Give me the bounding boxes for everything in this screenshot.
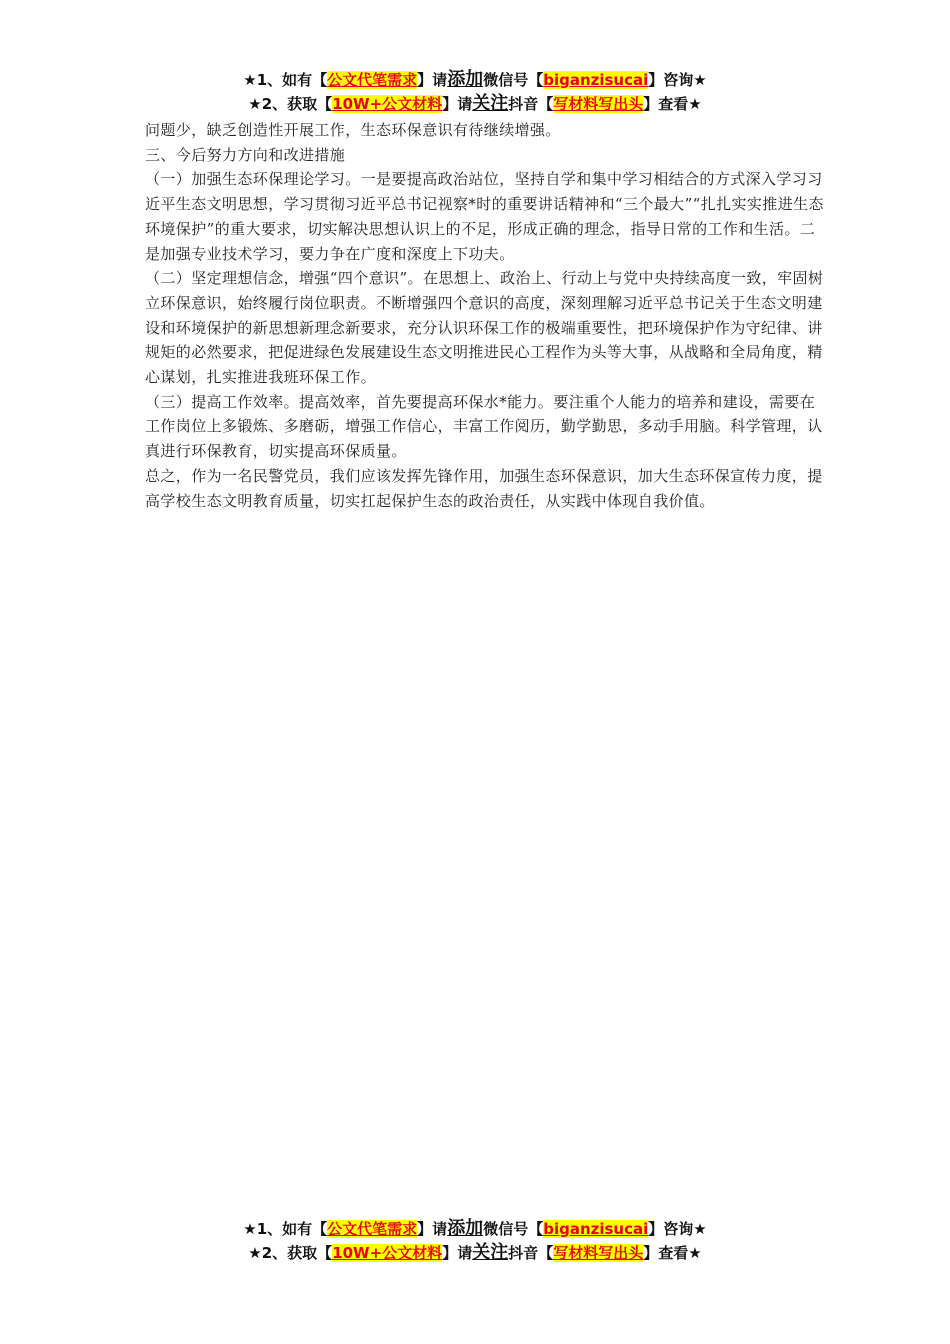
banner-line1-prefix: 1、如有【	[256, 71, 328, 89]
banner-line1-mid1: 】请	[417, 71, 448, 89]
banner-line2-suffix: 】查看★	[643, 95, 702, 113]
banner-line1-mid2: 微信号【	[483, 1220, 544, 1238]
star-icon: ★	[248, 95, 262, 113]
banner-line-2	[0, 1241, 950, 1265]
banner-line1-suffix: 】咨询★	[648, 1220, 707, 1238]
wechat-id: biganzisucai	[543, 1220, 649, 1238]
banner-line-1	[0, 1217, 950, 1241]
banner-line2-emph: 关注	[472, 93, 509, 114]
banner-line1-mid2: 微信号【	[483, 71, 544, 89]
banner-line2-emph: 关注	[472, 1242, 509, 1263]
banner-line1-mid1: 】请	[417, 1220, 448, 1238]
paragraph: 总之，作为一名民警党员，我们应该发挥先锋作用，加强生态环保意识，加大生态环保宣传力度，提高学校生态文明教育质量，切实扛起保护生态的政治责任，从实践中体现自我价值。	[145, 466, 823, 510]
banner-line2-highlight1: 10W+公文材料	[332, 95, 443, 113]
star-icon: ★	[243, 71, 257, 89]
banner-line1-highlight1: 公文代笔需求	[327, 71, 418, 89]
banner-line-2	[0, 92, 950, 116]
banner-line2-prefix: 2、获取【	[261, 1244, 333, 1262]
star-icon: ★	[243, 1220, 257, 1238]
banner-line1-highlight1: 公文代笔需求	[327, 1220, 418, 1238]
banner-line2-mid1: 】请	[442, 95, 473, 113]
banner-line2-mid2: 抖音【	[508, 1244, 554, 1262]
douyin-account: 写材料写出头	[553, 95, 644, 113]
footer-banner	[0, 1217, 950, 1265]
header-banner	[0, 68, 950, 116]
douyin-account: 写材料写出头	[553, 1244, 644, 1262]
banner-line2-suffix: 】查看★	[643, 1244, 702, 1262]
wechat-id: biganzisucai	[543, 71, 649, 89]
banner-line1-suffix: 】咨询★	[648, 71, 707, 89]
section-heading: 三、今后努力方向和改进措施	[145, 145, 346, 164]
paragraph: 问题少，缺乏创造性开展工作，生态环保意识有待继续增强。	[145, 121, 561, 139]
banner-line1-emph: 添加	[447, 69, 484, 90]
banner-line1-prefix: 1、如有【	[256, 1220, 328, 1238]
paragraph: （二）坚定理想信念，增强“四个意识”。在思想上、政治上、行动上与党中央持续高度一致，牢固树立环保意识，始终履行岗位职责。不断增强四个意识的高度，深刻理解习近平总书记关于生态文明建设和环境保护的新思想新理念新要求，充分认识环保工作的极端重要性，把环境保护作为守纪律、讲规矩的必然要求，把促进绿色发展建设生态文明推进民心工程作为头等大事，从战略和全局角度，精心谋划，扎实推进我班环保工作。	[145, 269, 824, 387]
banner-line-1	[0, 68, 950, 92]
document-body	[145, 118, 825, 513]
paragraph: （一）加强生态环保理论学习。一是要提高政治站位，坚持自学和集中学习相结合的方式深入学习习近平生态文明思想，学习贯彻习近平总书记视察*时的重要讲话精神和“三个最大”“扎扎实实推进生态环境保护”的重大要求，切实解决思想认识上的不足，形成正确的理念，指导日常的工作和生活。二是加强专业技术学习，要力争在广度和深度上下功夫。	[145, 170, 824, 263]
banner-line2-highlight1: 10W+公文材料	[332, 1244, 443, 1262]
star-icon: ★	[248, 1244, 262, 1262]
banner-line2-prefix: 2、获取【	[261, 95, 333, 113]
banner-line2-mid1: 】请	[442, 1244, 473, 1262]
banner-line1-emph: 添加	[447, 1218, 484, 1239]
banner-line2-mid2: 抖音【	[508, 95, 554, 113]
paragraph: （三）提高工作效率。提高效率，首先要提高环保水*能力。要注重个人能力的培养和建设，需要在工作岗位上多锻炼、多磨砺，增强工作信心，丰富工作阅历，勤学勤思，多动手用脑。科学管理，认真进行环保教育，切实提高环保质量。	[145, 392, 823, 461]
